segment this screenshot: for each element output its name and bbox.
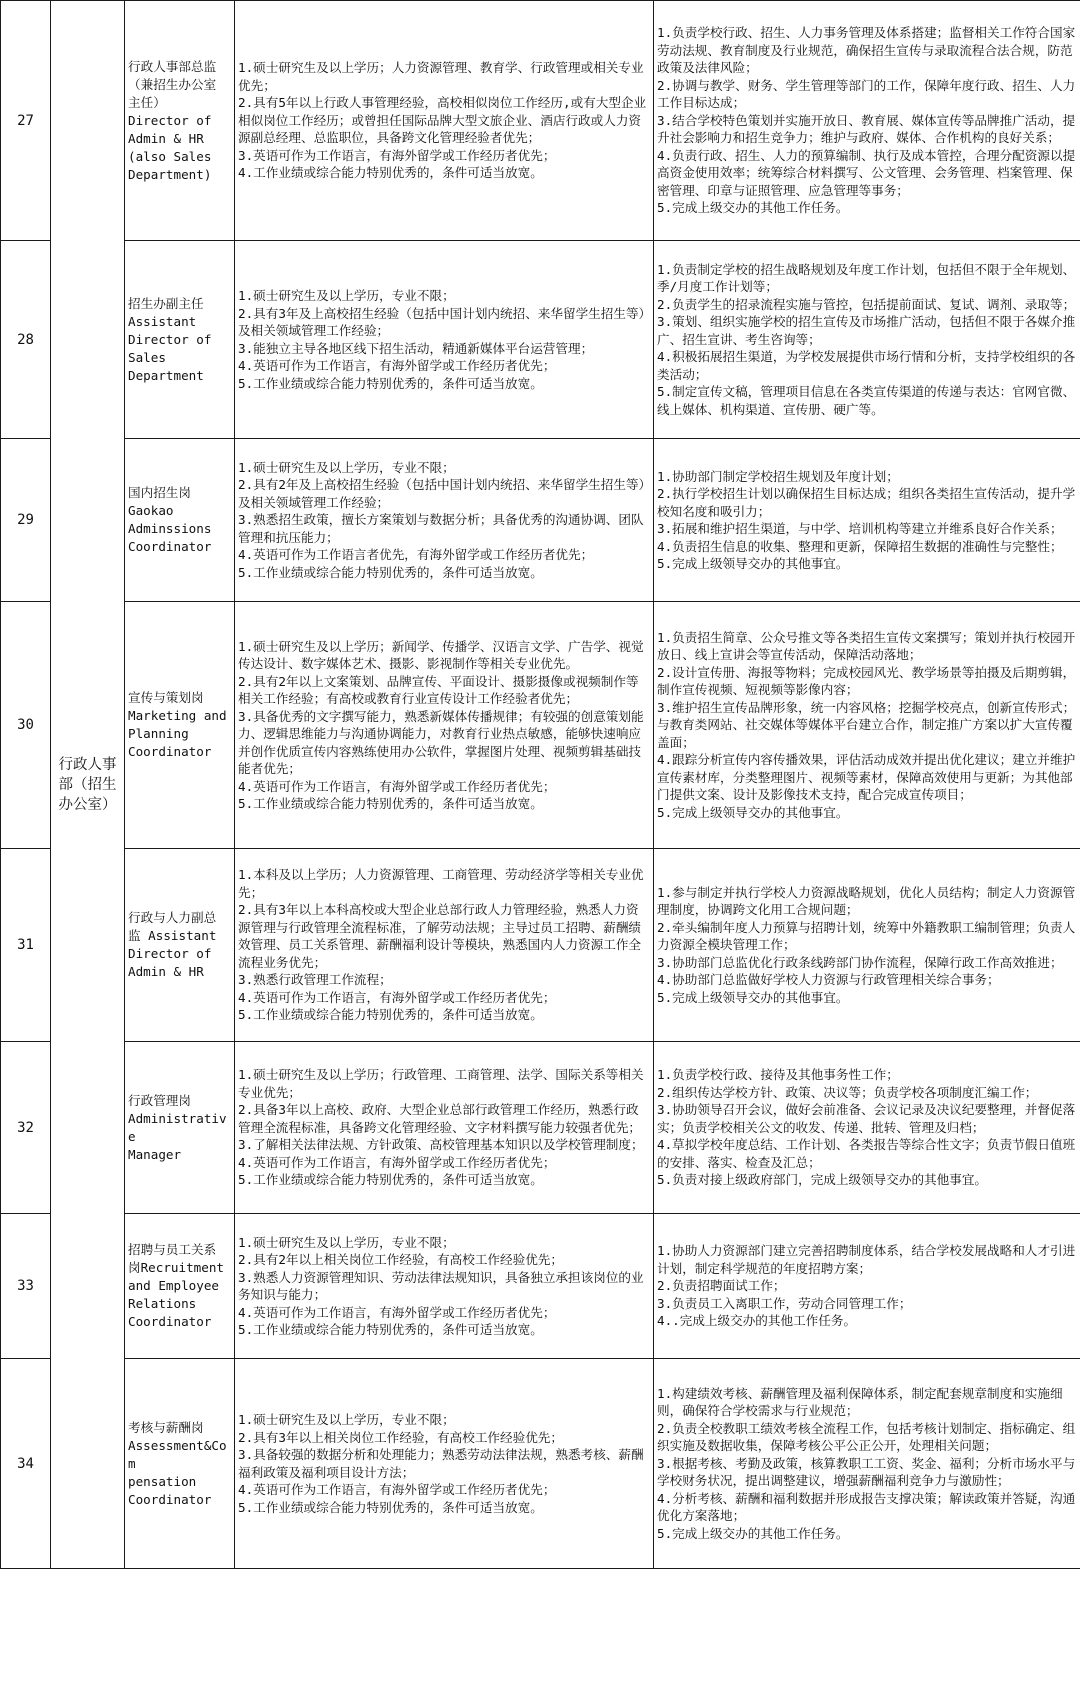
row-number: 27 [1, 1, 51, 241]
requirement-item: 3.熟悉行政管理工作流程； [238, 972, 392, 988]
position-title-line: Coordinator [128, 539, 212, 554]
position-title-line: 岗Recruitment [128, 1260, 224, 1275]
position-title-line: Administrative [128, 1110, 227, 1144]
requirement-item: 4.英语可作为工作语言，有海外留学或工作经历者优先； [238, 358, 556, 373]
responsibility-item: 3.策划、组织实施学校的招生宣传及市场推广活动，包括但不限于各媒介推广、招生宣讲、考生咨询等； [657, 314, 1076, 347]
responsibility-item: 5.完成上级交办的其他工作任务。 [657, 1525, 849, 1541]
responsibility-item: 1.参与制定并执行学校人力资源战略规划，优化人员结构；制定人力资源管理制度，协调跨文化用工合规问题； [657, 884, 1076, 918]
responsibilities-cell [654, 1, 1080, 241]
responsibility-item: 4.积极拓展招生渠道，为学校发展提供市场行情和分析，支持学校组织的各类活动； [657, 349, 1076, 382]
requirements-cell [235, 849, 654, 1042]
position-title-line: Director of [128, 946, 212, 961]
requirement-item: 1.硕士研究生及以上学历，专业不限； [238, 1412, 455, 1427]
requirement-item: 3.英语可作为工作语言，有海外留学或工作经历者优先； [238, 147, 556, 163]
responsibility-item: 2.组织传达学校方针、政策、决议等；负责学校各项制度汇编工作； [657, 1084, 1038, 1100]
requirement-item: 1.硕士研究生及以上学历；新闻学、传播学、汉语言文学、广告学、视觉传达设计、数字媒体艺术、摄影、影视制作等相关专业优先。 [238, 638, 644, 671]
requirement-item: 2.具有2年以上相关岗位工作经验，有高校工作经验优先； [238, 1252, 563, 1267]
responsibilities-cell [654, 1359, 1080, 1569]
requirement-item: 2.具备3年以上高校、政府、大型企业总部行政管理工作经历，熟悉行政管理全流程标准，具备跨文化管理经验、文字材料撰写能力较强者优先； [238, 1102, 641, 1135]
requirement-item: 5.工作业绩或综合能力特别优秀的，条件可适当放宽。 [238, 1007, 543, 1023]
table-row [1, 1214, 1080, 1359]
responsibility-item: 5.负责对接上级政府部门，完成上级领导交办的其他事宜。 [657, 1172, 988, 1188]
position-title-line: Coordinator [128, 744, 212, 759]
responsibility-item: 1.负责学校行政、招生、人力事务管理及体系搭建；监督相关工作符合国家劳动法规、教育制度及行业规范，确保招生宣传与录取流程合法合规，防范政策及法律风险； [657, 25, 1076, 76]
position-title-line: 主任） [128, 94, 166, 110]
responsibility-item: 4.跟踪分析宣传内容传播效果，评估活动成效并提出优化建议；建立并维护宣传素材库，分类整理图片、视频等素材，保障高效使用与更新；为其他部门提供文案、设计及影像技术支持，配合完成宣传项目； [657, 752, 1076, 803]
position-title-line: Assistant [128, 313, 197, 329]
position-title-line: Director of [128, 331, 212, 347]
position-title-line: Marketing and [128, 708, 227, 723]
requirement-item: 1.硕士研究生及以上学历；行政管理、工商管理、法学、国际关系等相关专业优先； [238, 1067, 644, 1100]
requirement-item: 1.硕士研究生及以上学历，专业不限； [238, 288, 455, 303]
position-title-line: pensation [128, 1473, 197, 1489]
position-title-line: 行政管理岗 [128, 1092, 191, 1108]
position-title-line: 宣传与策划岗 [128, 690, 204, 705]
requirements-cell [235, 1359, 654, 1569]
requirement-item: 2.具有2年及上高校招生经验（包括中国计划内统招、来华留学生招生等）及相关领域管理工作经验； [238, 477, 645, 510]
table-row [1, 1359, 1080, 1569]
position-title-line: Coordinator [128, 1314, 212, 1329]
row-number: 29 [1, 439, 51, 602]
responsibility-item: 5.完成上级领导交办的其他事宜。 [657, 556, 849, 571]
row-number: 31 [1, 849, 51, 1042]
responsibility-item: 4.草拟学校年度总结、工作计划、各类报告等综合性文字；负责节假日值班的安排、落实、检查及汇总； [657, 1137, 1076, 1170]
requirements-cell [235, 1, 654, 241]
position-cell [125, 1042, 235, 1214]
requirement-item: 3.能独立主导各地区线下招生活动，精通新媒体平台运营管理； [238, 340, 594, 356]
position-cell [125, 1359, 235, 1569]
requirement-item: 2.具有3年及上高校招生经验（包括中国计划内统招、来华留学生招生等）及相关领域管理工作经验； [238, 305, 645, 338]
responsibility-item: 3.拓展和维护招生渠道，与中学、培训机构等建立并维系良好合作关系； [657, 521, 1063, 536]
position-title-line: Department [128, 367, 204, 383]
row-number: 30 [1, 602, 51, 849]
responsibility-item: 3.结合学校特色策划并实施开放日、教育展、媒体宣传等品牌推广活动，提升社会影响力和招生竞争力；维护与政府、媒体、合作机构的良好关系； [657, 112, 1076, 146]
requirement-item: 5.工作业绩或综合能力特别优秀的，条件可适当放宽。 [238, 1499, 543, 1515]
responsibilities-cell [654, 439, 1080, 602]
position-title-line: Admin & HR [128, 130, 204, 146]
responsibilities-cell [654, 602, 1080, 849]
position-title-line: Manager [128, 1146, 182, 1162]
position-title-line: (also Sales [128, 148, 212, 164]
position-title-line: 招聘与员工关系 [128, 1242, 217, 1257]
responsibility-item: 5.完成上级领导交办的其他事宜。 [657, 989, 849, 1005]
requirement-item: 3.具备较强的数据分析和处理能力；熟悉劳动法律法规，熟悉考核、薪酬福利政策及福利项目设计方法； [238, 1447, 644, 1480]
responsibility-item: 1.协助人力资源部门建立完善招聘制度体系，结合学校发展战略和人才引进计划，制定科学规范的年度招聘方案； [657, 1243, 1076, 1276]
requirement-item: 4.英语可作为工作语言者优先，有海外留学或工作经历者优先； [238, 547, 594, 563]
responsibilities-cell [654, 1042, 1080, 1214]
responsibility-item: 3.根据考核、考勤及政策，核算教职工工资、奖金、福利；分析市场水平与学校财务状况，提出调整建议，增强薪酬福利竞争力与激励性； [657, 1455, 1076, 1489]
responsibility-item: 5.完成上级领导交办的其他事宜。 [657, 804, 849, 820]
responsibility-item: 5.制定宣传文稿，管理项目信息在各类宣传渠道的传递与表达：官网官微、线上媒体、机构渠道、宣传册、硬广等。 [657, 384, 1076, 417]
requirement-item: 1.本科及以上学历；人力资源管理、工商管理、劳动经济学等相关专业优先； [238, 867, 644, 900]
requirement-item: 4.英语可作为工作语言，有海外留学或工作经历者优先； [238, 1304, 556, 1320]
position-title-line: Director of [128, 112, 212, 128]
job-table-body [1, 1, 1080, 1569]
responsibility-item: 5.完成上级交办的其他工作任务。 [657, 200, 849, 216]
position-title-line: （兼招生办公室 [128, 76, 217, 92]
requirement-item: 4.英语可作为工作语言，有海外留学或工作经历者优先； [238, 778, 556, 794]
requirement-item: 5.工作业绩或综合能力特别优秀的，条件可适当放宽。 [238, 375, 543, 391]
position-title-line: Department) [128, 166, 212, 182]
row-number: 34 [1, 1359, 51, 1569]
responsibility-item: 4.协助部门总监做好学校人力资源与行政管理相关综合事务； [657, 972, 1000, 988]
responsibility-item: 2.协调与教学、财务、学生管理等部门的工作，保障年度行政、招生、人力工作目标达成； [657, 77, 1076, 111]
requirement-item: 5.工作业绩或综合能力特别优秀的，条件可适当放宽。 [238, 796, 543, 811]
responsibilities-cell [654, 1214, 1080, 1359]
position-title-line: 监 Assistant [128, 928, 217, 943]
responsibility-item: 2.设计宣传册、海报等物料；完成校园风光、教学场景等拍摄及后期剪辑，制作宣传视频、短视频等影像内容； [657, 664, 1076, 698]
position-title-line: 行政人事部总监 [128, 58, 217, 74]
requirement-item: 5.工作业绩或综合能力特别优秀的，条件可适当放宽。 [238, 1322, 543, 1337]
requirement-item: 5.工作业绩或综合能力特别优秀的，条件可适当放宽。 [238, 564, 543, 580]
responsibility-item: 2.牵头编制年度人力预算与招聘计划，统筹中外籍教职工编制管理；负责人力资源全模块管理工作； [657, 919, 1076, 953]
requirement-item: 3.了解相关法律法规、方针政策、高校管理基本知识以及学校管理制度； [238, 1137, 644, 1153]
position-title-line: Gaokao [128, 503, 174, 518]
responsibility-item: 1.构建绩效考核、薪酬管理及福利保障体系，制定配套规章制度和实施细则，确保符合学校需求与行业规范； [657, 1385, 1063, 1419]
responsibility-item: 4.负责招生信息的收集、整理和更新，保障招生数据的准确性与完整性； [657, 538, 1063, 554]
requirement-item: 1.硕士研究生及以上学历，专业不限； [238, 1234, 455, 1250]
responsibility-item: 3.协助领导召开会议，做好会前准备、会议记录及决议纪要整理，并督促落实；负责学校相关公文的收发、传递、批转、管理及归档； [657, 1102, 1076, 1135]
requirements-cell [235, 602, 654, 849]
requirement-item: 1.硕士研究生及以上学历；人力资源管理、教育学、行政管理或相关专业优先； [238, 60, 644, 93]
row-number: 28 [1, 241, 51, 439]
responsibility-item: 1.负责制定学校的招生战略规划及年度工作计划，包括但不限于全年规划、季/月度工作计划等； [657, 261, 1076, 295]
table-row [1, 439, 1080, 602]
responsibility-item: 1.负责招生简章、公众号推文等各类招生宣传文案撰写；策划并执行校园开放日、线上宣讲会等宣传活动，保障活动落地； [657, 629, 1076, 663]
position-title-line: Coordinator [128, 1491, 212, 1507]
requirement-item: 4.英语可作为工作语言，有海外留学或工作经历者优先； [238, 1154, 556, 1170]
requirement-item: 4.工作业绩或综合能力特别优秀的，条件可适当放宽。 [238, 165, 543, 181]
responsibility-item: 1.协助部门制定学校招生规划及年度计划； [657, 468, 899, 484]
requirement-item: 2.具有5年以上行政人事管理经验，高校相似岗位工作经历,或有大型企业相似岗位工作经历；或曾担任国际品牌大型文旅企业、酒店行政或人力资源副总经理、总监职位，具备跨文化管理经验者优先； [238, 95, 647, 146]
position-title-line: 考核与薪酬岗 [128, 1419, 204, 1435]
responsibility-item: 4.负责行政、招生、人力的预算编制、执行及成本管控，合理分配资源以提高资金使用效率；统筹综合材料撰写、公文管理、会务管理、档案管理、保密管理、印章与证照管理、应急管理等事务； [657, 147, 1076, 198]
responsibilities-cell [654, 849, 1080, 1042]
table-row [1, 602, 1080, 849]
position-title-line: Relations [128, 1296, 197, 1311]
position-title-line: 招生办副主任 [128, 295, 204, 311]
requirement-item: 2.具有3年以上本科高校或大型企业总部行政人力管理经验，熟悉人力资源管理与行政管理全流程标准，了解劳动法规；主导过员工招聘、薪酬绩效管理、员工关系管理、薪酬福利设计等模块，熟悉国内人力资源工作全流程业务优先； [238, 902, 641, 970]
requirements-cell [235, 439, 654, 602]
responsibility-item: 2.负责全校教职工绩效考核全流程工作，包括考核计划制定、指标确定、组织实施及数据收集，保障考核公平公正公开，处理相关问题； [657, 1420, 1076, 1454]
position-cell [125, 849, 235, 1042]
position-cell [125, 1, 235, 241]
requirement-item: 4.英语可作为工作语言，有海外留学或工作经历者优先； [238, 989, 556, 1005]
position-title-line: Planning [128, 726, 189, 741]
position-title-line: 国内招生岗 [128, 485, 191, 500]
requirement-item: 2.具有3年以上相关岗位工作经验，有高校工作经验优先； [238, 1429, 563, 1445]
requirement-item: 1.硕士研究生及以上学历，专业不限； [238, 459, 455, 475]
responsibility-item: 3.维护招生宣传品牌形象，统一内容风格；挖掘学校亮点，创新宣传形式；与教育类网站、社交媒体等媒体平台建立合作，制定推广方案以扩大宣传覆盖面； [657, 699, 1076, 750]
position-cell [125, 241, 235, 439]
position-title-line: Adminssions [128, 521, 212, 536]
position-title-line: 行政与人力副总 [128, 910, 217, 925]
requirement-item: 3.熟悉招生政策，擅长方案策划与数据分析；具备优秀的沟通协调、团队管理和抗压能力； [238, 512, 644, 545]
table-row [1, 241, 1080, 439]
responsibility-item: 3.负责员工入离职工作，劳动合同管理工作； [657, 1295, 912, 1311]
position-title-line: and Employee [128, 1278, 219, 1293]
responsibility-item: 3.协助部门总监优化行政条线跨部门协作流程，保障行政工作高效推进； [657, 954, 1063, 970]
position-title-line: Admin & HR [128, 964, 204, 979]
requirements-cell [235, 241, 654, 439]
position-title-line: Assessment&Com [128, 1437, 227, 1471]
responsibility-item: 4..完成上级交办的其他工作任务。 [657, 1313, 857, 1329]
responsibility-item: 2.负责学生的招录流程实施与管控，包括提前面试、复试、调剂、录取等； [657, 296, 1076, 312]
requirement-item: 5.工作业绩或综合能力特别优秀的，条件可适当放宽。 [238, 1172, 543, 1188]
department-cell: 行政人事部（招生办公室） [51, 1, 125, 1569]
row-number: 32 [1, 1042, 51, 1214]
table-row [1, 1, 1080, 241]
responsibility-item: 1.负责学校行政、接待及其他事务性工作； [657, 1067, 899, 1083]
position-title-line: Sales [128, 349, 166, 365]
table-row [1, 849, 1080, 1042]
requirement-item: 4.英语可作为工作语言，有海外留学或工作经历者优先； [238, 1482, 556, 1497]
position-cell [125, 602, 235, 849]
responsibilities-cell [654, 241, 1080, 439]
requirements-cell [235, 1042, 654, 1214]
responsibility-item: 4.分析考核、薪酬和福利数据并形成报告支撑决策；解读政策并答疑，沟通优化方案落地； [657, 1490, 1076, 1524]
requirement-item: 3.熟悉人力资源管理知识、劳动法律法规知识，具备独立承担该岗位的业务知识与能力； [238, 1269, 644, 1302]
position-cell [125, 1214, 235, 1359]
responsibility-item: 2.执行学校招生计划以确保招生目标达成；组织各类招生宣传活动，提升学校知名度和吸引力； [657, 486, 1076, 519]
responsibility-item: 2.负责招聘面试工作； [657, 1278, 786, 1294]
table-row [1, 1042, 1080, 1214]
requirement-item: 2.具有2年以上文案策划、品牌宣传、平面设计、摄影摄像或视频制作等相关工作经验；有高校或教育行业宣传设计工作经验者优先； [238, 673, 639, 706]
requirements-cell [235, 1214, 654, 1359]
position-cell [125, 439, 235, 602]
requirement-item: 3.具备优秀的文字撰写能力，熟悉新媒体传播规律；有较强的创意策划能力、逻辑思维能力与沟通协调能力，对教育行业热点敏感，能够快速响应并创作优质宣传内容熟练使用办公软件，掌握图片处理、视频剪辑基础技能者优先； [238, 708, 644, 776]
row-number: 33 [1, 1214, 51, 1359]
